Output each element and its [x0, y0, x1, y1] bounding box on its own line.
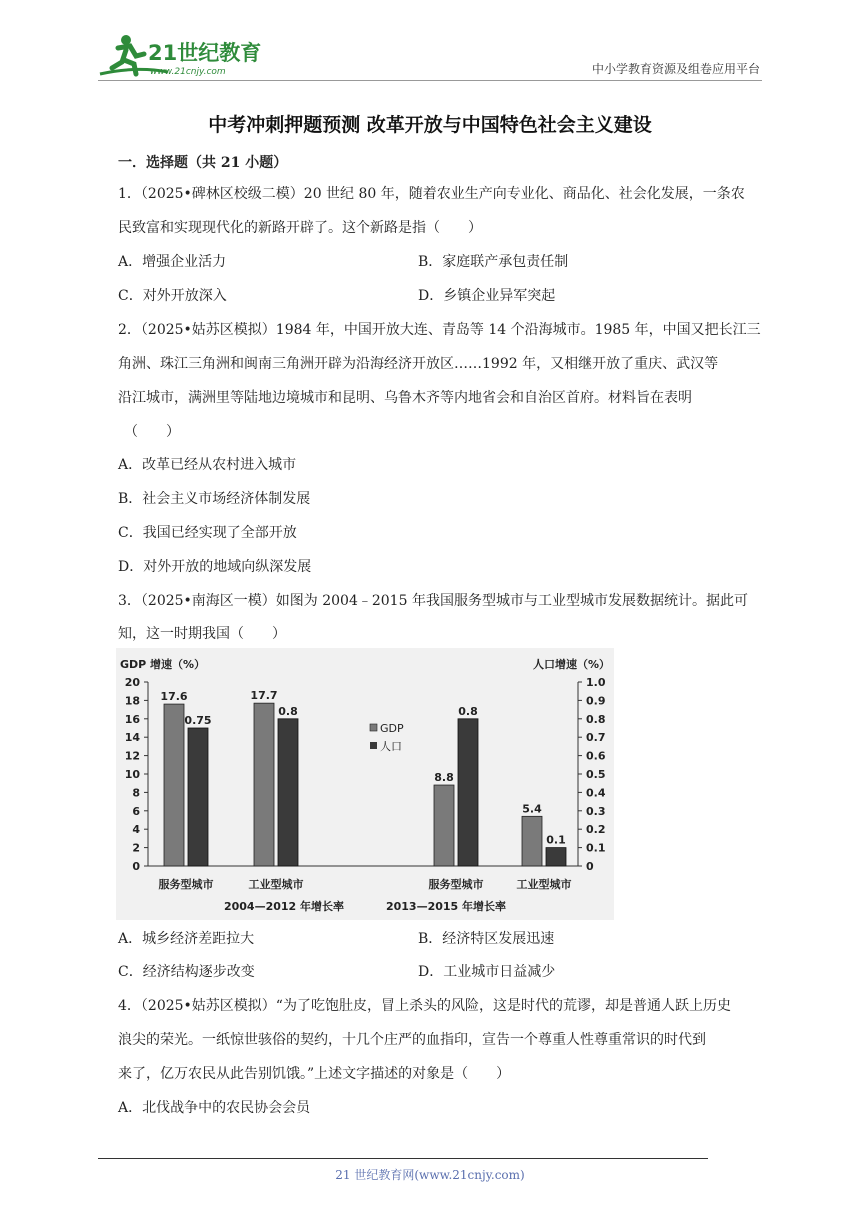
right-tick-label: 0.9 — [586, 694, 606, 708]
left-axis-title: GDP 增速（%） — [120, 658, 206, 671]
question-2-option-b: B．社会主义市场经济体制发展 — [118, 491, 311, 507]
right-tick-label: 0.5 — [586, 768, 606, 781]
gdp-bar — [254, 703, 274, 866]
left-tick-label: 0 — [132, 860, 140, 873]
gdp-bar — [434, 785, 454, 866]
category-label: 工业型城市 — [516, 878, 572, 891]
legend-population-label: 人口 — [380, 740, 402, 753]
question-2-option-d: D．对外开放的地域向纵深发展 — [118, 559, 312, 575]
population-bar — [458, 719, 478, 866]
right-tick-label: 0.7 — [586, 731, 606, 745]
right-tick-label: 0.2 — [586, 823, 606, 837]
question-3-option-d: D．工业城市日益减少 — [418, 964, 556, 980]
question-3-option-b: B．经济特区发展迅速 — [418, 931, 555, 947]
right-tick-label: 0.3 — [586, 804, 606, 818]
question-1-line-2: 民致富和实现现代化的新路开辟了。这个新路是指（ ） — [118, 220, 482, 236]
runner-logo-icon — [96, 30, 276, 80]
gdp-data-label: 8.8 — [434, 771, 454, 785]
group-label: 2013—2015 年增长率 — [385, 900, 507, 913]
right-axis-title: 人口增速（%） — [532, 658, 610, 671]
svg-text:21世纪教育: 21世纪教育 — [148, 41, 262, 65]
platform-name: 中小学教育资源及组卷应用平台 — [591, 62, 760, 76]
question-4-line-3: 来了，亿万农民从此告别饥饿。”上述文字描述的对象是（ ） — [118, 1066, 511, 1082]
left-tick-label: 10 — [124, 768, 140, 781]
question-4-line-1: 4．（2025•姑苏区模拟）“为了吃饱肚皮，冒上杀头的风险，这是时代的荒谬，却是普通人跃上历史 — [118, 998, 731, 1014]
header-divider — [98, 80, 762, 81]
left-tick-label: 2 — [132, 841, 140, 855]
left-tick-label: 6 — [132, 804, 140, 818]
right-tick-label: 0.4 — [586, 786, 606, 800]
right-tick-label: 0.6 — [586, 749, 606, 763]
category-label: 服务型城市 — [428, 878, 484, 891]
legend-gdp-label: GDP — [380, 722, 404, 735]
question-3-option-c: C．经济结构逐步改变 — [118, 964, 255, 980]
growth-bar-chart — [116, 648, 614, 920]
gdp-data-label: 17.6 — [160, 690, 188, 704]
population-bar — [546, 848, 566, 866]
population-data-label: 0.75 — [184, 714, 212, 727]
footer-text: 21 世纪教育网(www.21cnjy.com) — [335, 1168, 525, 1182]
left-tick-label: 16 — [124, 712, 140, 726]
question-1-option-c: C．对外开放深入 — [118, 288, 227, 304]
left-tick-label: 14 — [124, 731, 140, 745]
page-title: 中考冲刺押题预测 改革开放与中国特色社会主义建设 — [208, 114, 652, 136]
gdp-bar — [522, 816, 542, 866]
svg-text:www.21cnjy.com: www.21cnjy.com — [150, 67, 226, 77]
gdp-data-label: 5.4 — [522, 802, 542, 816]
question-2-line-4: （ ） — [124, 424, 180, 440]
right-tick-label: 1.0 — [586, 676, 606, 689]
group-label: 2004—2012 年增长率 — [223, 900, 345, 913]
left-tick-label: 12 — [124, 749, 140, 763]
question-1-option-a: A．增强企业活力 — [118, 254, 227, 270]
left-tick-label: 20 — [124, 676, 140, 689]
population-data-label: 0.8 — [278, 704, 298, 718]
population-data-label: 0.8 — [458, 704, 478, 718]
question-1-option-b: B．家庭联产承包责任制 — [418, 254, 569, 270]
population-bar — [188, 728, 208, 866]
category-label: 工业型城市 — [248, 878, 304, 891]
question-4-line-2: 浪尖的荣光。一纸惊世骇俗的契约，十几个庄严的血指印，宣告一个尊重人性尊重常识的时代到 — [118, 1032, 706, 1048]
right-tick-label: 0.8 — [586, 712, 606, 726]
legend-gdp-swatch — [370, 724, 377, 731]
gdp-bar — [164, 704, 184, 866]
section-heading: 一．选择题（共 21 小题） — [118, 155, 288, 171]
question-2-line-3: 沿江城市，满洲里等陆地边境城市和昆明、乌鲁木齐等内地省会和自治区首府。材料旨在表明 — [118, 390, 692, 406]
chart-svg — [116, 648, 614, 920]
question-3-line-2: 知，这一时期我国（ ） — [118, 626, 286, 642]
right-tick-label: 0.1 — [586, 841, 606, 855]
left-tick-label: 8 — [132, 786, 140, 800]
right-tick-label: 0 — [586, 860, 594, 873]
legend-population-swatch — [370, 742, 377, 749]
question-4-option-a: A．北伐战争中的农民协会会员 — [118, 1100, 311, 1116]
question-1-line-1: 1．（2025•碑林区校级二模）20 世纪 80 年，随着农业生产向专业化、商品化、社会化发展，一条农 — [118, 186, 745, 202]
footer-divider — [98, 1158, 708, 1159]
population-data-label: 0.1 — [546, 833, 566, 847]
question-3-line-1: 3．（2025•南海区一模）如图为 2004﹣2015 年我国服务型城市与工业型城市发展数据统计。据此可 — [118, 593, 748, 609]
left-tick-label: 18 — [124, 694, 140, 708]
question-3-option-a: A．城乡经济差距拉大 — [118, 931, 255, 947]
question-2-line-1: 2．（2025•姑苏区模拟）1984 年，中国开放大连、青岛等 14 个沿海城市。1985 年，中国又把长江三 — [118, 322, 761, 338]
question-1-option-d: D．乡镇企业异军突起 — [418, 288, 556, 304]
population-bar — [278, 719, 298, 866]
question-2-option-c: C．我国已经实现了全部开放 — [118, 525, 297, 541]
category-label: 服务型城市 — [158, 878, 214, 891]
question-2-option-a: A．改革已经从农村进入城市 — [118, 457, 297, 473]
site-logo — [96, 30, 276, 80]
question-2-line-2: 角洲、珠江三角洲和闽南三角洲开辟为沿海经济开放区……1992 年，又相继开放了重庆、武汉等 — [118, 356, 719, 372]
gdp-data-label: 17.7 — [250, 689, 278, 703]
left-tick-label: 4 — [132, 823, 140, 837]
